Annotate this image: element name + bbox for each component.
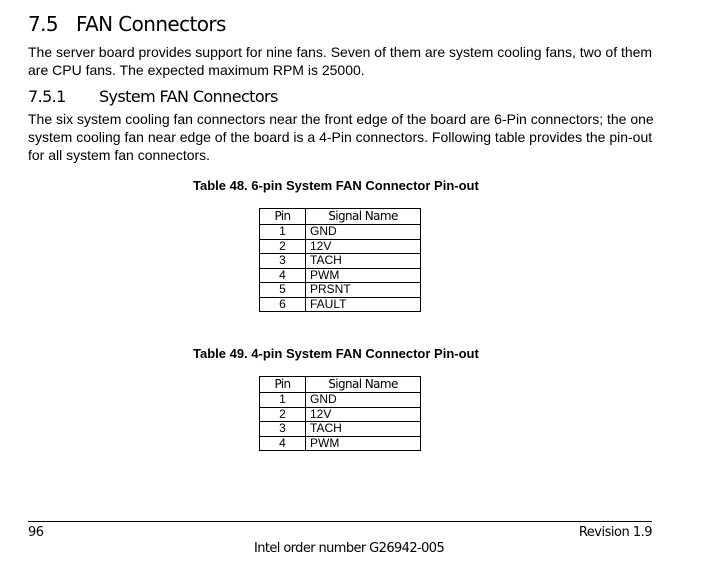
pin-header: Pin [260,209,306,225]
footer-rule [28,521,652,522]
table-header-row [260,377,421,393]
table-row [260,393,421,408]
page-number: 96 [28,525,44,540]
pin-cell: 5 [260,283,306,298]
pin-cell: 1 [260,225,306,240]
pin-header: Pin [260,377,306,393]
signal-cell: 12V [306,407,421,422]
table-row [260,297,421,312]
table-row [260,436,421,451]
signal-cell: PWM [306,436,421,451]
signal-cell: 12V [306,239,421,254]
signal-cell: TACH [306,254,421,269]
signal-cell: TACH [306,422,421,437]
pin-cell: 1 [260,393,306,408]
pin-cell: 2 [260,407,306,422]
table-row [260,422,421,437]
table-row [260,407,421,422]
signal-cell: GND [306,393,421,408]
section-heading [28,12,226,36]
signal-cell: GND [306,225,421,240]
pin-cell: 4 [260,436,306,451]
subsection-heading [28,87,278,106]
body-paragraph: The six system cooling fan connectors near the front edge of the board are 6-Pin connectors; the one system cooling fan near edge of the board is a 4-Pin connectors. Following table provides the pin-out for all system fan connectors. [28,111,654,163]
table48-caption: Table 48. 6-pin System FAN Connector Pin-out [193,178,479,193]
subsection-number: 7.5.1 [28,87,66,106]
pin-cell: 6 [260,297,306,312]
signal-cell: FAULT [306,297,421,312]
table-row [260,239,421,254]
intro-paragraph: The server board provides support for nine fans. Seven of them are system cooling fans, two of them are CPU fans. The expected maximum RPM is 25000. [28,44,653,78]
section-title: FAN Connectors [76,12,226,36]
revision-label: Revision 1.9 [578,525,652,540]
order-number: Intel order number G26942-005 [254,541,445,556]
pin-cell: 4 [260,268,306,283]
table49-caption: Table 49. 4-pin System FAN Connector Pin-out [193,346,479,361]
table48 [259,208,421,312]
signal-header: Signal Name [306,209,421,225]
table-row [260,283,421,298]
table-header-row [260,209,421,225]
pin-cell: 3 [260,422,306,437]
table-row [260,254,421,269]
signal-cell: PWM [306,268,421,283]
pin-cell: 2 [260,239,306,254]
table-row [260,225,421,240]
table-row [260,268,421,283]
signal-cell: PRSNT [306,283,421,298]
table49 [259,376,421,451]
section-number: 7.5 [28,12,59,36]
pin-cell: 3 [260,254,306,269]
signal-header: Signal Name [306,377,421,393]
subsection-title: System FAN Connectors [99,87,278,106]
